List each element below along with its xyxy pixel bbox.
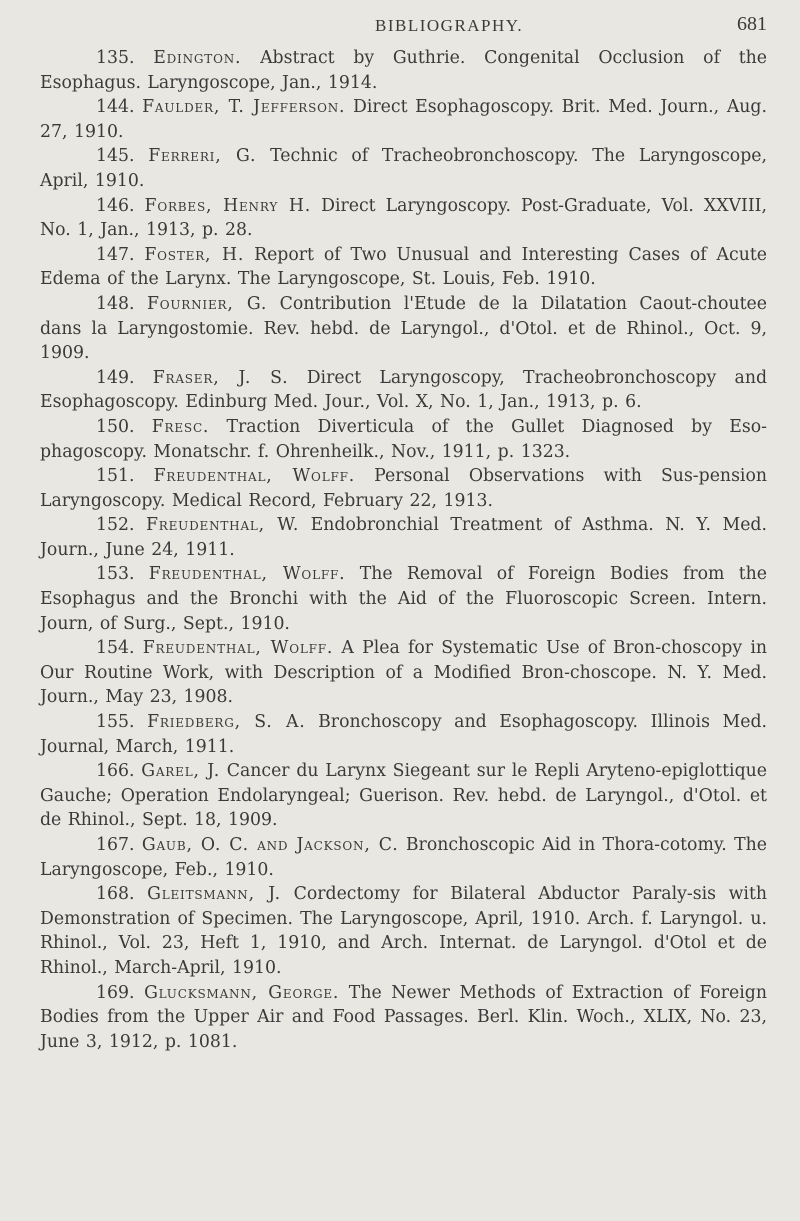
entry-text: Direct Laryngoscopy, Tracheobronchoscopy and Esophagoscopy. Edinburg Med. Jour., Vol. X, No. 1, Jan., 1913, p. 6. <box>40 367 768 413</box>
bibliography-entry <box>40 710 767 759</box>
bibliography-entry <box>40 513 767 562</box>
entry-number: 148. <box>96 293 135 314</box>
entry-author: Gleitsmann, J. <box>147 884 281 905</box>
bibliography-entry <box>40 562 767 636</box>
entry-number: 144. <box>96 97 135 118</box>
running-head <box>40 0 767 46</box>
entry-number: 146. <box>96 195 135 216</box>
entry-author: Ferreri, G. <box>148 146 257 167</box>
entry-number: 153. <box>96 564 135 585</box>
entry-author: Forbes, Henry H. <box>144 195 312 216</box>
entry-number: 154. <box>96 638 135 659</box>
entry-text: Bronchoscopy and Esophagoscopy. Illinois Med. Journal, March, 1911. <box>40 712 767 757</box>
entry-text: A Plea for Systematic Use of Bron-choscopy in Our Routine Work, with Description of a Modified Bron-choscope. N. Y. Med. Journ., May 23, 1908. <box>40 638 767 708</box>
entry-author: Garel, J. <box>141 761 220 782</box>
bibliography-entry <box>40 95 767 144</box>
entry-text: The Newer Methods of Extraction of Foreign Bodies from the Upper Air and Food Passages. Berl. Klin. Woch., XLIX, No. 23, June 3, 1912, p. 1081. <box>40 982 767 1052</box>
entry-text: Direct Esophagoscopy. Brit. Med. Journ., Aug. 27, 1910. <box>40 97 767 142</box>
page-number: 681 <box>737 13 767 35</box>
entry-author: Glucksmann, George. <box>144 982 340 1003</box>
bibliography-entry <box>40 366 767 415</box>
entry-author: Fournier, G. <box>146 293 268 314</box>
entry-number: 155. <box>96 712 135 733</box>
entry-number: 152. <box>96 515 135 536</box>
bibliography-entry <box>40 833 767 882</box>
entry-text: Cancer du Larynx Siegeant sur le Repli Aryteno-epiglottique Gauche; Operation Endolaryngeal; Guerison. Rev. hebd. de Laryngol., d'Otol. et de Rhinol., Sept. 18, 1909. <box>40 761 767 831</box>
entry-author: Fresc. <box>151 416 210 437</box>
entry-number: 151. <box>96 466 135 487</box>
entry-number: 145. <box>96 146 135 167</box>
bibliography-entry <box>40 759 767 833</box>
entry-number: 149. <box>96 367 135 388</box>
entry-text: Personal Observations with Sus-pension Laryngoscopy. Medical Record, February 22, 1913. <box>40 466 767 511</box>
entry-author: Freudenthal, Wolff. <box>148 564 346 585</box>
entry-text: Report of Two Unusual and Interesting Cases of Acute Edema of the Larynx. The Laryngoscope, St. Louis, Feb. 1910. <box>40 244 767 290</box>
bibliography-entry <box>40 194 767 243</box>
entry-author: Gaub, O. C. and Jackson, C. <box>141 835 399 855</box>
entry-text: Endobronchial Treatment of Asthma. N. Y. Med. Journ., June 24, 1911. <box>40 515 767 560</box>
bibliography-entry <box>40 464 767 513</box>
entry-text: Direct Laryngoscopy. Post-Graduate, Vol. XXVIII, No. 1, Jan., 1913, p. 28. <box>40 195 767 241</box>
bibliography-entry <box>40 415 767 464</box>
bibliography-entry <box>40 292 767 366</box>
entry-number: 169. <box>96 982 135 1003</box>
bibliography-entries <box>40 46 767 1054</box>
bibliography-entry <box>40 882 767 980</box>
entry-number: 135. <box>96 48 135 68</box>
running-head-title: BIBLIOGRAPHY. <box>375 16 524 35</box>
entry-text: The Removal of Foreign Bodies from the Esophagus and the Bronchi with the Aid of the Fluoroscopic Screen. Intern. Journ, of Surg., Sept., 1910. <box>40 564 767 634</box>
entry-number: 147. <box>96 244 135 265</box>
entry-author: Freudenthal, W. <box>146 515 300 536</box>
bibliography-entry <box>40 144 767 193</box>
entry-number: 150. <box>96 416 135 437</box>
entry-author: Faulder, T. Jefferson. <box>142 97 346 118</box>
entry-text: Traction Diverticula of the Gullet Diagnosed by Eso-phagoscopy. Monatschr. f. Ohrenheilk., Nov., 1911, p. 1323. <box>40 416 767 462</box>
entry-number: 168. <box>96 884 135 905</box>
bibliography-entry <box>40 46 767 95</box>
entry-text: Contribution l'Etude de la Dilatation Caout-choutee dans la Laryngostomie. Rev. hebd. de Laryngol., d'Otol. et de Rhinol., Oct. 9, 1909. <box>40 293 768 364</box>
entry-author: Friedberg, S. A. <box>147 712 306 733</box>
bibliography-entry <box>40 243 767 292</box>
entry-text: Technic of Tracheobronchoscopy. The Laryngoscope, April, 1910. <box>40 146 767 191</box>
entry-text: Cordectomy for Bilateral Abductor Paraly-sis with Demonstration of Specimen. The Laryngoscope, April, 1910. Arch. f. Laryngol. u. Rhinol., Vol. 23, Heft 1, 1910, and Arch. Internat. de Laryngol. d'Otol et de Rhinol., March-April, 1910. <box>40 884 768 978</box>
bibliography-entry <box>40 636 767 710</box>
entry-text: Abstract by Guthrie. Congenital Occlusion of the Esophagus. Laryngoscope, Jan., 1914. <box>40 48 767 93</box>
entry-author: Foster, H. <box>144 244 245 265</box>
entry-author: Freudenthal, Wolff. <box>142 638 334 659</box>
entry-author: Edington. <box>153 48 242 68</box>
entry-number: 166. <box>96 761 135 782</box>
entry-number: 167. <box>96 835 135 855</box>
entry-author: Freudenthal, Wolff. <box>153 466 356 487</box>
entry-text: Bronchoscopic Aid in Thora-cotomy. The Laryngoscope, Feb., 1910. <box>40 835 768 880</box>
entry-author: Fraser, J. S. <box>152 367 289 388</box>
bibliography-entry <box>40 981 767 1055</box>
